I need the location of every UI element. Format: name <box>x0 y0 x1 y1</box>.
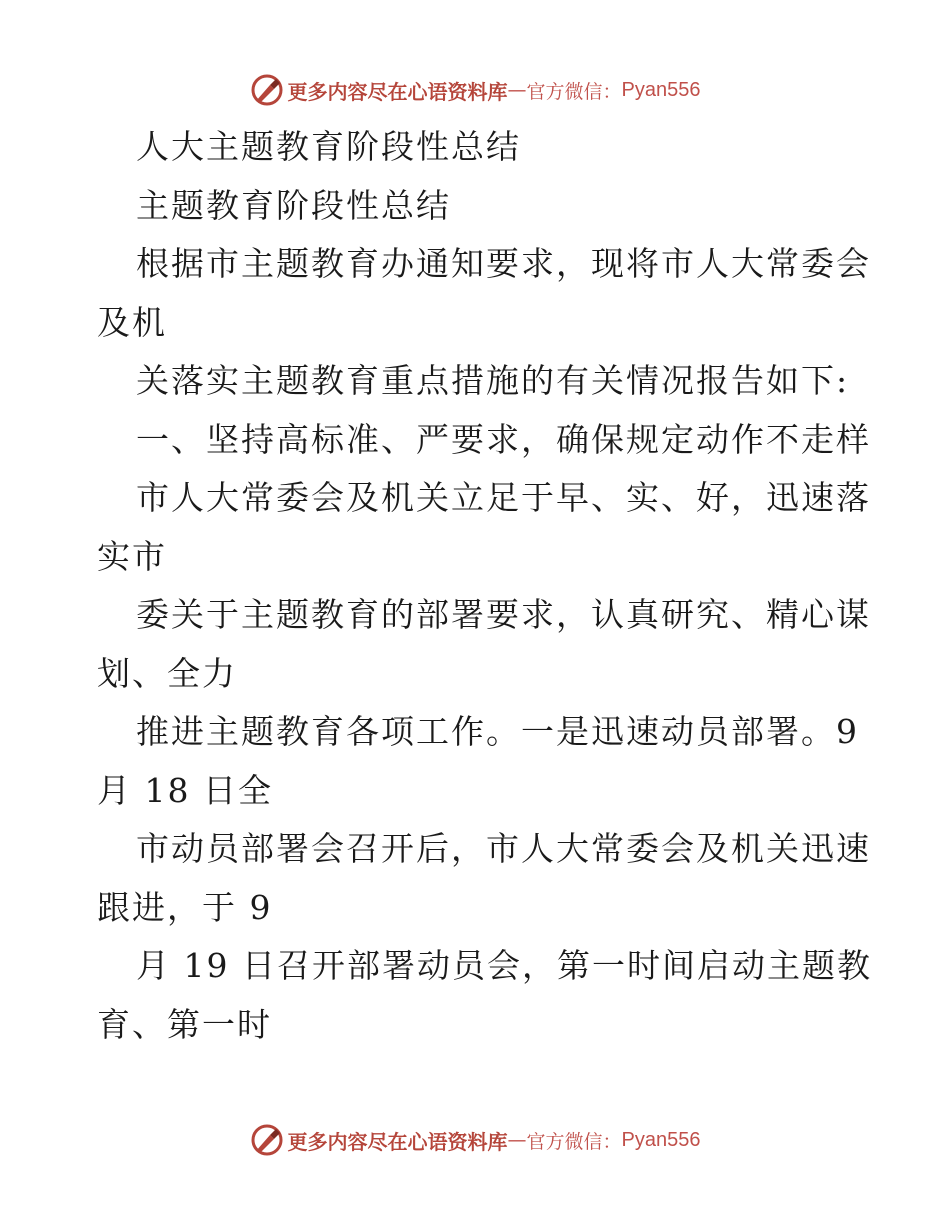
watermark-official-label: 官方微信： <box>526 80 622 103</box>
watermark-wechat-id: Pyan556 <box>621 78 701 101</box>
text-line: 实市 <box>97 536 167 576</box>
pen-logo-icon <box>250 73 284 107</box>
text-line: 划、全力 <box>97 653 237 693</box>
text-line: 主题教育阶段性总结 <box>136 185 451 225</box>
watermark-site-text: 更多内容尽在心语资料库 <box>287 1129 508 1154</box>
watermark-official-label: 官方微信： <box>526 1130 622 1153</box>
text-line: 委关于主题教育的部署要求，认真研究、精心谋 <box>136 595 871 634</box>
text-line: 市动员部署会召开后，市人大常委会及机关迅速 <box>136 829 871 868</box>
watermark-dash: — <box>507 1129 527 1151</box>
footer-watermark <box>0 1120 950 1160</box>
pen-logo-icon <box>250 1123 284 1157</box>
text-line: 关落实主题教育重点措施的有关情况报告如下: <box>136 361 850 400</box>
text-line: 及机 <box>97 302 167 342</box>
text-line: 市人大常委会及机关立足于早、实、好，迅速落 <box>136 478 871 517</box>
text-line: 月 19 日召开部署动员会，第一时间启动主题教 <box>136 946 872 985</box>
watermark-wechat-id: Pyan556 <box>621 1128 701 1151</box>
text-line: 月 18 日全 <box>97 770 273 810</box>
text-line: 推进主题教育各项工作。一是迅速动员部署。9 <box>136 712 859 751</box>
document-body <box>97 118 872 1054</box>
text-line: 一、坚持高标准、严要求，确保规定动作不走样 <box>136 419 871 459</box>
header-watermark <box>0 70 950 110</box>
text-line: 育、第一时 <box>97 1004 272 1044</box>
text-line: 根据市主题教育办通知要求，现将市人大常委会 <box>136 244 871 283</box>
watermark-site-text: 更多内容尽在心语资料库 <box>287 79 508 104</box>
text-line: 跟进，于 9 <box>97 887 273 927</box>
watermark-dash: — <box>507 79 527 101</box>
text-line: 人大主题教育阶段性总结 <box>136 127 521 166</box>
